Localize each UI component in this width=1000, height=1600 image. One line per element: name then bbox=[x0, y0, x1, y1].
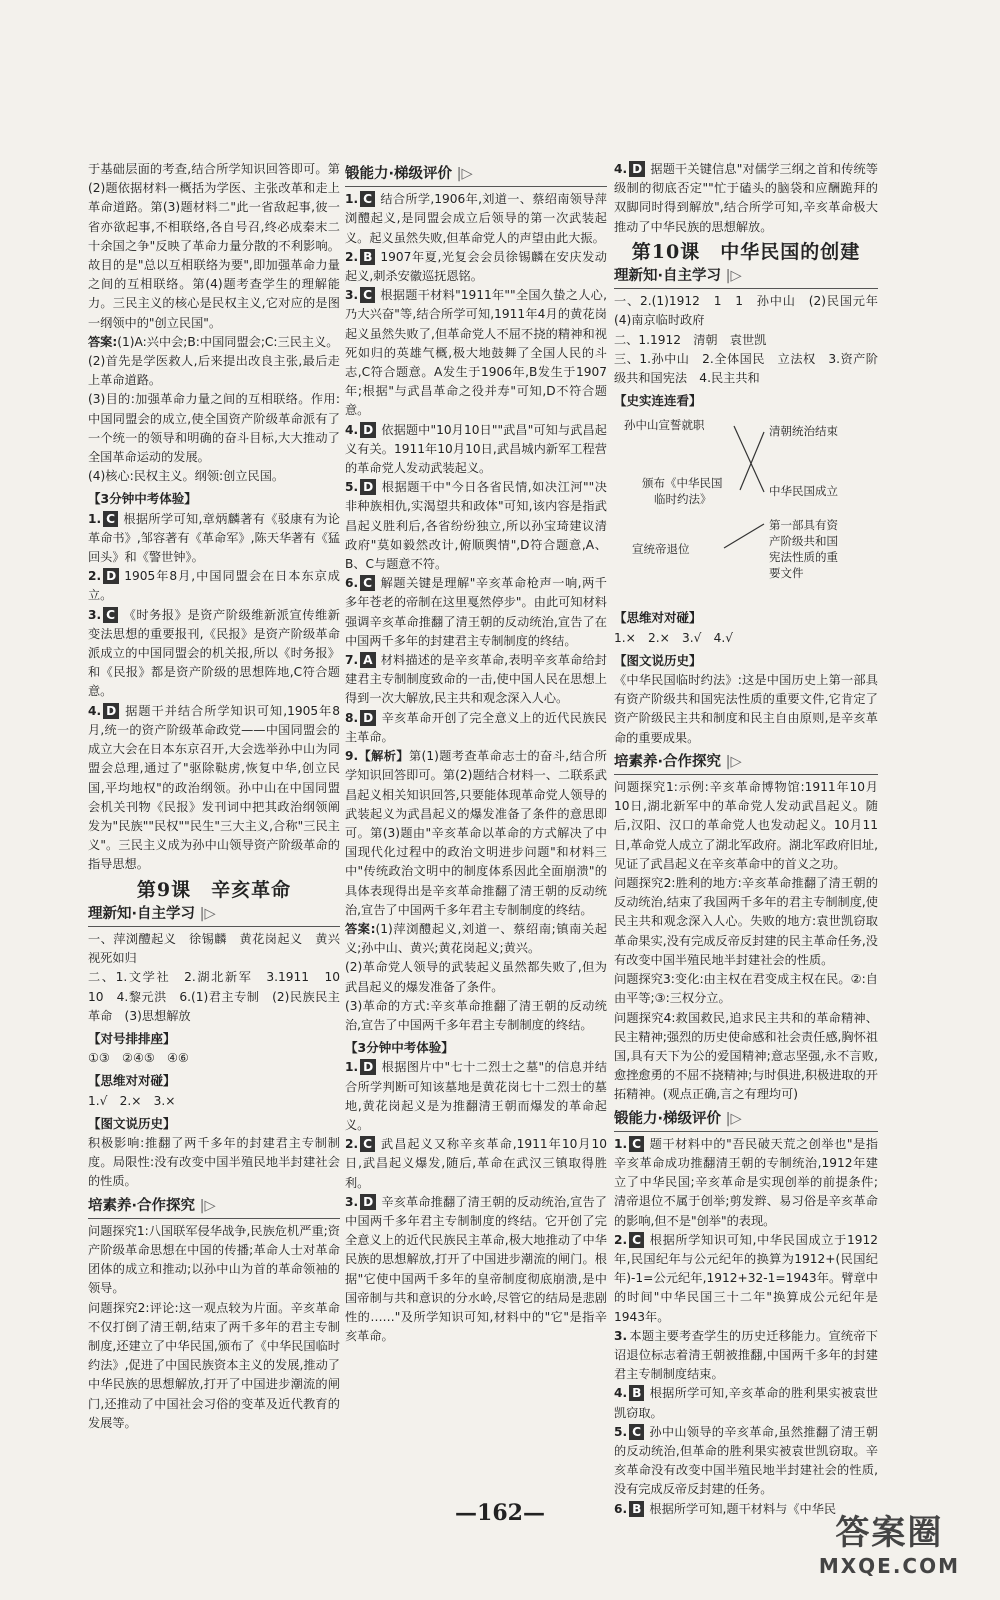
match-right-item: 宪法性质的重 bbox=[769, 550, 838, 565]
question-number: 3. bbox=[345, 288, 359, 303]
watermark-main: 答案圈 bbox=[835, 1513, 944, 1553]
section-header: 锻能力·梯级评价 |▷ bbox=[614, 1110, 878, 1132]
section-header: 培素养·合作探究 |▷ bbox=[88, 1197, 340, 1219]
arrow-icon: |▷ bbox=[721, 268, 742, 285]
watermark-logo bbox=[819, 1505, 960, 1578]
question-number: 2. bbox=[88, 569, 102, 584]
question-number: 4. bbox=[345, 422, 359, 437]
question-explanation: 辛亥革命推翻了清王朝的反动统治,宣告了中国两千多年君主专制制度的终结。它开创了完全意义上的近代民族民主革命,极大地推动了中华民族的思想解放,打开了中国进步潮流的闸门。根据"它使中国两千多年的皇帝制度彻底崩溃,是中国帝制与共和意识的分水岭,尽管它的结局是悲剧性的……"及所学知识可知,材料中的"它"是指辛亥革命。 bbox=[345, 1194, 607, 1344]
column-right bbox=[614, 160, 891, 1519]
question-number: 6. bbox=[345, 576, 359, 591]
question-explanation: 解题关键是理解"辛亥革命枪声一响,两千多年苍老的帝制在这里戛然停步"。由此可知材料强调辛亥革命推翻了清王朝的反动统治,宣告了在中国两千多年的封建君主专制制度的终结。 bbox=[345, 576, 607, 648]
answer-text: (3)革命的方式:辛亥革命推翻了清王朝的反动统治,宣告了中国两千多年君主专制制度的终结。 bbox=[345, 998, 607, 1032]
answer-label: 答案: bbox=[88, 334, 118, 349]
question-number: 5. bbox=[614, 1424, 628, 1439]
match-right-item: 清朝统治结束 bbox=[769, 424, 838, 439]
question-explanation: 武昌起义又称辛亥革命,1911年10月10日,武昌起义爆发,随后,革命在武汉三镇取得胜利。 bbox=[345, 1137, 607, 1190]
column-left bbox=[88, 160, 353, 1433]
true-false-answer: 1.× 2.× 3.√ 4.√ bbox=[614, 630, 734, 645]
knowledge-text: 三、1.孙中山 2.全体国民 立法权 3.资产阶级共和国宪法 4.民主共和 bbox=[614, 351, 878, 386]
question-explanation: 辛亥革命开创了完全意义上的近代民族民主革命。 bbox=[345, 710, 607, 744]
question-explanation: 依据题中"10月10日""武昌"可知与武昌起义有关。1911年10月10日,武昌城内新军工程营的革命党人发动武装起义。 bbox=[345, 422, 607, 476]
question-number: 5. bbox=[345, 480, 359, 495]
answer-box: C bbox=[629, 1136, 644, 1152]
answer-box: D bbox=[629, 161, 645, 177]
answer-box: B bbox=[629, 1385, 644, 1401]
answer-text: (2)革命党人领导的武装起义虽然都失败了,但为武昌起义的爆发准备了条件。 bbox=[345, 960, 607, 994]
explore-answer: 问题探究2:胜利的地方:辛亥革命推翻了清王朝的反动统治,结束了我国两千多年的君主专制制度,使民主共和观念深入人心。失败的地方:袁世凯窃取革命果实,没有完成反帝反封建的民主革命任务,没有改变中国半殖民地半封建社会的性质。 bbox=[614, 876, 878, 967]
question-number: 1. bbox=[88, 511, 102, 526]
question-number: 3. bbox=[614, 1328, 628, 1343]
question-number: 6. bbox=[614, 1501, 628, 1516]
arrow-icon: |▷ bbox=[721, 753, 742, 770]
picture-answer: 积极影响:推翻了两千多年的封建君主专制制度。局限性:没有改变中国半殖民地半封建社会的性质。 bbox=[88, 1135, 340, 1189]
answer-box: C bbox=[360, 575, 375, 591]
knowledge-text: 一、萍浏醴起义 徐锡麟 黄花岗起义 黄兴 视死如归 bbox=[88, 931, 353, 966]
answer-label: 答案: bbox=[345, 921, 376, 936]
section-header: 理新知·自主学习 |▷ bbox=[614, 267, 878, 289]
question-explanation: 1905年8月,中国同盟会在日本东京成立。 bbox=[88, 569, 340, 603]
question-number: 8. bbox=[345, 710, 359, 725]
question-number: 7. bbox=[345, 653, 359, 668]
match-left-item: 宣统帝退位 bbox=[632, 542, 690, 557]
question-explanation: 根据所学知识可知,中华民国成立于1912年,民国纪年与公元纪年的换算为1912+(民国纪年)-1=公元纪年,1912+32-1=1943年。臂章中的时间"中华民国三十二年"换算成公元纪年是1943年。 bbox=[614, 1232, 878, 1324]
lesson-title: 第9课 辛亥革命 bbox=[136, 878, 292, 901]
section-label: 【3分钟中考体验】 bbox=[345, 1040, 454, 1056]
question-number: 4. bbox=[88, 703, 102, 718]
section-label: 【思维对对碰】 bbox=[88, 1073, 176, 1089]
section-label: 【3分钟中考体验】 bbox=[88, 491, 197, 507]
answer-box: A bbox=[360, 652, 375, 668]
answer-box: D bbox=[360, 710, 376, 726]
arrow-icon: |▷ bbox=[721, 1110, 742, 1127]
section-label: 【图文说历史】 bbox=[88, 1115, 176, 1131]
question-number: 4. bbox=[614, 1386, 628, 1401]
match-right-item: 第一部具有资 bbox=[769, 518, 838, 533]
answer-box: D bbox=[103, 568, 119, 584]
watermark-sub: MXQE.COM bbox=[818, 1554, 960, 1578]
question-explanation: 根据所学可知,辛亥革命的胜利果实被袁世凯窃取。 bbox=[614, 1386, 878, 1420]
answer-box: B bbox=[360, 249, 375, 265]
answer-text: (1)A:兴中会;B:中国同盟会;C:三民主义。 bbox=[117, 334, 339, 349]
question-explanation: 《时务报》是资产阶级维新派宣传维新变法思想的重要报刊,《民报》是资产阶级革命派成立的中国同盟会的机关报,所以《时务报》和《民报》都是资产阶级的思想阵地,C符合题意。 bbox=[88, 607, 340, 699]
question-number: 2. bbox=[614, 1232, 628, 1247]
knowledge-text: 二、1.1912 清朝 袁世凯 bbox=[614, 332, 767, 347]
explore-answer: 问题探究3:变化:由主权在君变成主权在民。②:自由平等;③:三权分立。 bbox=[614, 972, 878, 1006]
picture-answer: 《中华民国临时约法》:这是中国历史上第一部具有资产阶级共和国宪法性质的重要文件,它肯定了资产阶级民主共和制度和民主自由原则,是辛亥革命的重要成果。 bbox=[614, 673, 878, 745]
section-label: 【思维对对碰】 bbox=[614, 610, 702, 626]
question-explanation: 孙中山领导的辛亥革命,虽然推翻了清王朝的反动统治,但革命的胜利果实被袁世凯窃取。辛亥革命没有改变中国半殖民地半封建社会的性质,没有完成反帝反封建的任务。 bbox=[614, 1424, 878, 1497]
question-explanation: 结合所学,1906年,刘道一、蔡绍南领导萍浏醴起义,是同盟会成立后领导的第一次武装起义。起义虽然失败,但革命党人的声望由此大振。 bbox=[345, 192, 607, 245]
answer-box: C bbox=[360, 287, 375, 303]
true-false-answer: 1.√ 2.× 3.× bbox=[88, 1093, 176, 1108]
answer-box: C bbox=[360, 1136, 375, 1152]
section-label: 【史实连连看】 bbox=[614, 393, 702, 409]
answer-box: D bbox=[360, 1059, 376, 1075]
answer-box: D bbox=[103, 703, 119, 719]
explore-answer: 问题探究2:评论:这一观点较为片面。辛亥革命不仅打倒了清王朝,结束了两千多年的君主专制制度,还建立了中华民国,颁布了《中华民国临时约法》,促进了中国民族资本主义的发展,推动了中华民族的思想解放,打开了中国进步潮流的闸门,还推动了中国社会习俗的变革及近代教育的发展等。 bbox=[88, 1300, 340, 1430]
question-explanation: 材料描述的是辛亥革命,表明辛亥革命给封建君主专制制度致命的一击,使中国人民在思想上得到一次大解放,民主共和观念深入人心。 bbox=[345, 653, 607, 706]
match-right-item: 要文件 bbox=[769, 566, 804, 581]
answer-box: D bbox=[360, 479, 376, 495]
question-explanation: 根据题干中"今日各省民情,如决江河""决非种族相仇,实渴望共和政体"可知,该内容是指武昌起义胜利后,各省纷纷独立,所以孙宝琦建议清政府"莫如毅然改计,俯顺舆情",D符合题意,A、B、C与题意不符。 bbox=[345, 480, 607, 572]
arrow-icon: |▷ bbox=[195, 1197, 216, 1214]
column-middle bbox=[345, 160, 607, 1346]
analysis-text: 于基础层面的考查,结合所学知识回答即可。第(2)题依据材料一概括为学医、主张改革和走上革命道路。第(3)题材料二"此一省敌起事,彼一省亦欲起事,不相联络,各自号召,终必成秦末二十余国之争"反映了革命力量分散的不利影响。故目的是"总以互相联络为要",即加强革命力量之间的互相联络。第(4)题考查学生的理解能力。三民主义的核心是民权主义,它对应的是图一纲领中的"创立民国"。 bbox=[88, 162, 340, 330]
matching-diagram bbox=[614, 414, 878, 604]
question-number: 2. bbox=[345, 1137, 359, 1152]
explore-answer: 问题探究1:示例:辛亥革命博物馆:1911年10月10日,湖北新军中的革命党人发动武昌起义。随后,汉阳、汉口的革命党人也发动起义。10月11日,革命党人成立了湖北军政府。湖北军政府旧址,见证了武昌起义在辛亥革命中的首义之功。 bbox=[614, 780, 878, 871]
match-left-item: 颁布《中华民国 bbox=[642, 476, 723, 491]
matching-lines bbox=[614, 414, 878, 604]
answer-box: D bbox=[360, 1194, 376, 1210]
section-header: 锻能力·梯级评价 |▷ bbox=[345, 165, 607, 187]
match-right-item: 中华民国成立 bbox=[769, 484, 838, 499]
question-number: 4. bbox=[614, 162, 628, 176]
question-explanation: 据题干并结合所学知识可知,1905年8月,统一的资产阶级革命政党——中国同盟会的成立大会在日本东京召开,大会选举孙中山为同盟会总理,通过了"驱除鞑虏,恢复中华,创立民国,平均地权"的政治纲领。孙中山在中国同盟会机关刊物《民报》发刊词中把其政治纲领阐发为"民族""民权""民生"三大主义,合称"三民主义"。三民主义成为孙中山领导资产阶级革命的指导思想。 bbox=[88, 703, 340, 872]
question-explanation: 题干材料中的"吾民破天荒之创举也"是指辛亥革命成功推翻清王朝的专制统治,1912年建立了中华民国;辛亥革命是实现创举的前提条件;清帝退位不属于创举;剪发辫、易习俗是辛亥革命的影响,但不是"创举"的表现。 bbox=[614, 1136, 878, 1228]
arrow-icon: |▷ bbox=[195, 905, 216, 922]
knowledge-text: 一、2.(1)1912 1 1 孙中山 (2)民国元年 (4)南京临时政府 bbox=[614, 294, 891, 328]
answer-text: (3)目的:加强革命力量之间的互相联络。作用:中国同盟会的成立,使全国资产阶级革命派有了一个统一的领导和明确的奋斗目标,大大推动了全国革命运动的发展。 bbox=[88, 392, 340, 465]
match-right-item: 产阶级共和国 bbox=[769, 534, 838, 549]
question-explanation: 据题干关键信息"对儒学三纲之首和传统等级制的彻底否定""忙于磕头的脑袋和应酬跪拜的双脚同时得到解放",结合所学可知,辛亥革命极大推动了中华民族的思想解放。 bbox=[614, 162, 878, 234]
answer-box: B bbox=[629, 1501, 644, 1517]
section-label: 【图文说历史】 bbox=[614, 652, 702, 668]
question-explanation: 根据所学可知,章炳麟著有《驳康有为论革命书》,邹容著有《革命军》,陈天华著有《猛回头》和《警世钟》。 bbox=[88, 511, 340, 565]
question-explanation: 根据题干材料"1911年""全国久蛰之人心,乃大兴奋"等,结合所学可知,1911年4月的黄花岗起义虽然失败了,但革命党人不屈不挠的精神和视死如归的英雄气概,极大地鼓舞了全国人民的斗志,C符合题意。A发生于1906年,B发生于1907年;根据"与武昌革命之役并寿"可知,D不符合题意。 bbox=[345, 288, 607, 418]
question-explanation: 本题主要考查学生的历史迁移能力。宣统帝下诏退位标志着清王朝被推翻,中国两千多年的封建君主专制制度结束。 bbox=[614, 1328, 878, 1382]
answer-box: C bbox=[360, 191, 375, 207]
analysis-text: 第(1)题考查革命志士的奋斗,结合所学知识回答即可。第(2)题结合材料一、二联系武昌起义相关知识回答,只要能体现革命党人领导的武装起义为武昌起义的爆发准备了条件的意思即可。第(3)题由"辛亥革命以革命的方式解决了中国现代化过程中的政治文明进步问题"和材料三中"传统政治文明中的制度体系因此全面崩溃"的具体表现得出是辛亥革命推翻了清王朝的反动统治,宣告了中国两千多年君主专制制度的终结。 bbox=[345, 749, 607, 917]
question-explanation: 根据所学可知,题干材料与《中华民 bbox=[649, 1501, 837, 1516]
answer-text: (2)首先是学医救人,后来提出改良主张,最后走上革命道路。 bbox=[88, 354, 340, 388]
answer-box: C bbox=[103, 511, 118, 527]
arrow-icon: |▷ bbox=[452, 166, 473, 182]
answer-text: (4)核心:民权主义。纲领:创立民国。 bbox=[88, 469, 285, 484]
match-left-item: 临时约法》 bbox=[654, 492, 712, 507]
page-number: —162— bbox=[455, 1500, 545, 1526]
question-number: 1. bbox=[614, 1136, 628, 1151]
section-label: 【对号排排座】 bbox=[88, 1030, 176, 1046]
explore-answer: 问题探究4:救国救民,追求民主共和的革命精神、民主精神;强烈的历史使命感和社会责任感,胸怀祖国,具有天下为公的爱国精神;意志坚强,永不言败,愈挫愈勇的不屈不挠精神;与时俱进,积极进取的开拓精神。(观点正确,言之有理均可) bbox=[614, 1010, 878, 1102]
question-number: 2. bbox=[345, 249, 359, 264]
answer-box: C bbox=[629, 1232, 644, 1248]
section-header: 培素养·合作探究 |▷ bbox=[614, 753, 878, 775]
answer-box: C bbox=[629, 1424, 644, 1440]
lesson-title: 第10课 中华民国的创建 bbox=[631, 240, 861, 263]
section-header: 理新知·自主学习 |▷ bbox=[88, 905, 340, 927]
question-number: 1. bbox=[345, 192, 359, 207]
knowledge-text: 二、1.文学社 2.湖北新军 3.1911 10 10 4.黎元洪 6.(1)君主专制 (2)民族民主革命 (3)思想解放 bbox=[88, 970, 353, 1023]
explore-answer: 问题探究1:八国联军侵华战争,民族危机严重;资产阶级革命思想在中国的传播;革命人士对革命团体的成立和推动;以孙中山为首的革命领袖的领导。 bbox=[88, 1223, 340, 1296]
question-number: 3. bbox=[88, 607, 102, 622]
answer-box: C bbox=[103, 607, 118, 623]
question-explanation: 根据图片中"七十二烈士之墓"的信息并结合所学判断可知该墓地是黄花岗七十二烈士的墓地,黄花岗起义是为推翻清王朝而爆发的革命起义。 bbox=[345, 1060, 607, 1132]
sequence-answer: ①③ ②④⑤ ④⑥ bbox=[88, 1051, 189, 1066]
question-number: 3. bbox=[345, 1194, 359, 1209]
question-explanation: 1907年夏,光复会会员徐锡麟在安庆发动起义,刺杀安徽巡抚恩铭。 bbox=[345, 249, 607, 284]
answer-text: (1)萍浏醴起义,刘道一、蔡绍南;镇南关起义;孙中山、黄兴;黄花岗起义;黄兴。 bbox=[345, 921, 607, 956]
analysis-label: 9.【解析】 bbox=[345, 749, 409, 764]
answer-box: D bbox=[360, 422, 376, 438]
question-number: 1. bbox=[345, 1060, 359, 1075]
match-left-item: 孙中山宣誓就职 bbox=[624, 418, 705, 433]
